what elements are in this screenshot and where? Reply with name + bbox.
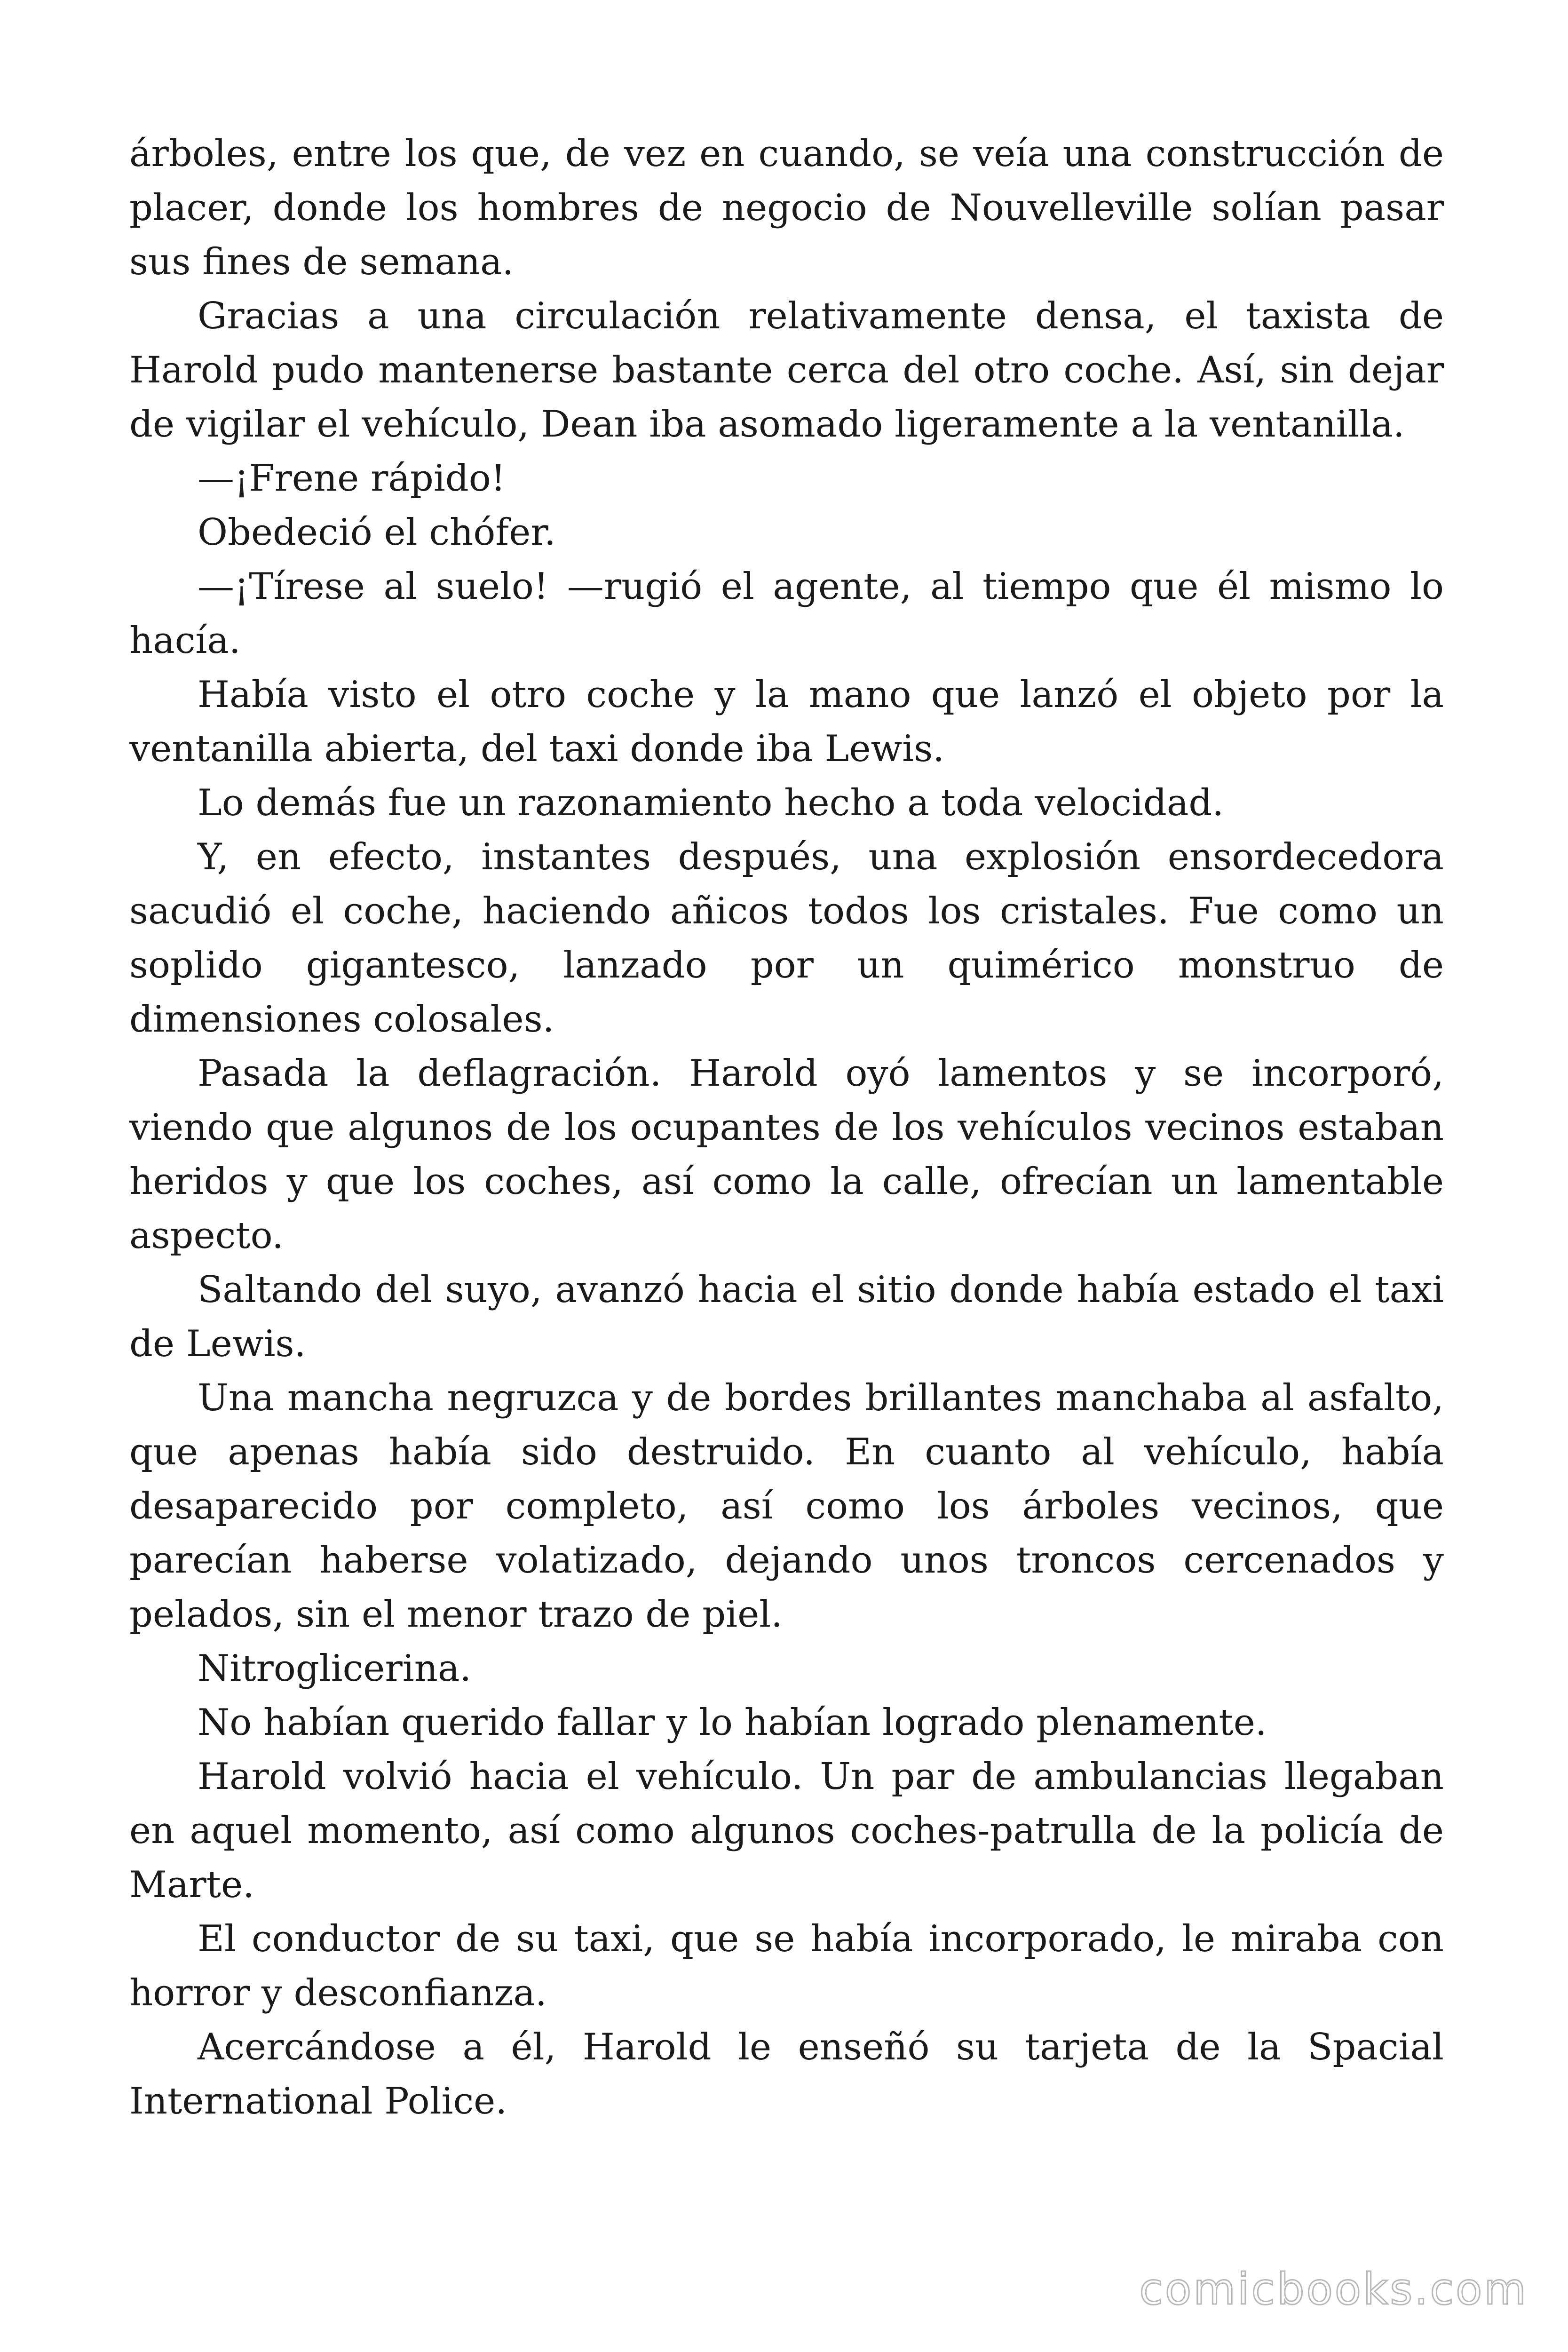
- paragraph: Había visto el otro coche y la mano que lanzó el objeto por la ventanilla abierta, del taxi donde iba Lewis.: [129, 674, 1444, 770]
- paragraph: Nitroglicerina.: [198, 1647, 472, 1690]
- watermark: comicbooks.com: [1139, 2264, 1528, 2314]
- book-page-text: [129, 127, 1444, 2129]
- paragraph: Harold volvió hacia el vehículo. Un par de ambulancias llegaban en aquel momento, así como algunos coches-patrulla de la policía de Marte.: [129, 1756, 1444, 1906]
- paragraph: Gracias a una circulación relativamente densa, el taxista de Harold pudo mantenerse bastante cerca del otro coche. Así, sin dejar de vigilar el vehículo, Dean iba asomado ligeramente a la ventanilla.: [129, 295, 1444, 445]
- paragraph: Una mancha negruzca y de bordes brillantes manchaba al asfalto, que apenas había sido destruido. En cuanto al vehículo, había desaparecido por completo, así como los árboles vecinos, que parecían haberse volatizado, dejando unos troncos cercenados y pelados, sin el menor trazo de piel.: [129, 1377, 1444, 1636]
- paragraph: Y, en efecto, instantes después, una explosión ensordecedora sacudió el coche, haciendo añicos todos los cristales. Fue como un soplido gigantesco, lanzado por un quimérico monstruo de dimensiones colosales.: [129, 836, 1444, 1041]
- paragraph: —¡Frene rápido!: [198, 457, 506, 500]
- paragraph: Acercándose a él, Harold le enseñó su tarjeta de la Spacial International Police.: [129, 2026, 1444, 2122]
- paragraph: —¡Tírese al suelo! —rugió el agente, al tiempo que él mismo lo hacía.: [129, 565, 1444, 662]
- paragraph: Obedeció el chófer.: [198, 511, 556, 554]
- paragraph: Saltando del suyo, avanzó hacia el sitio donde había estado el taxi de Lewis.: [129, 1269, 1444, 1365]
- paragraph: árboles, entre los que, de vez en cuando, se veía una construcción de placer, donde los hombres de negocio de Nouvelleville solían pasar sus fines de semana.: [129, 133, 1444, 283]
- paragraph: El conductor de su taxi, que se había incorporado, le miraba con horror y desconfianza.: [129, 1918, 1444, 2014]
- paragraph: No habían querido fallar y lo habían logrado plenamente.: [198, 1701, 1267, 1744]
- paragraph: Lo demás fue un razonamiento hecho a toda velocidad.: [198, 782, 1224, 824]
- paragraph: Pasada la deflagración. Harold oyó lamentos y se incorporó, viendo que algunos de los ocupantes de los vehículos vecinos estaban heridos y que los coches, así como la calle, ofrecían un lamentable aspecto.: [129, 1052, 1444, 1257]
